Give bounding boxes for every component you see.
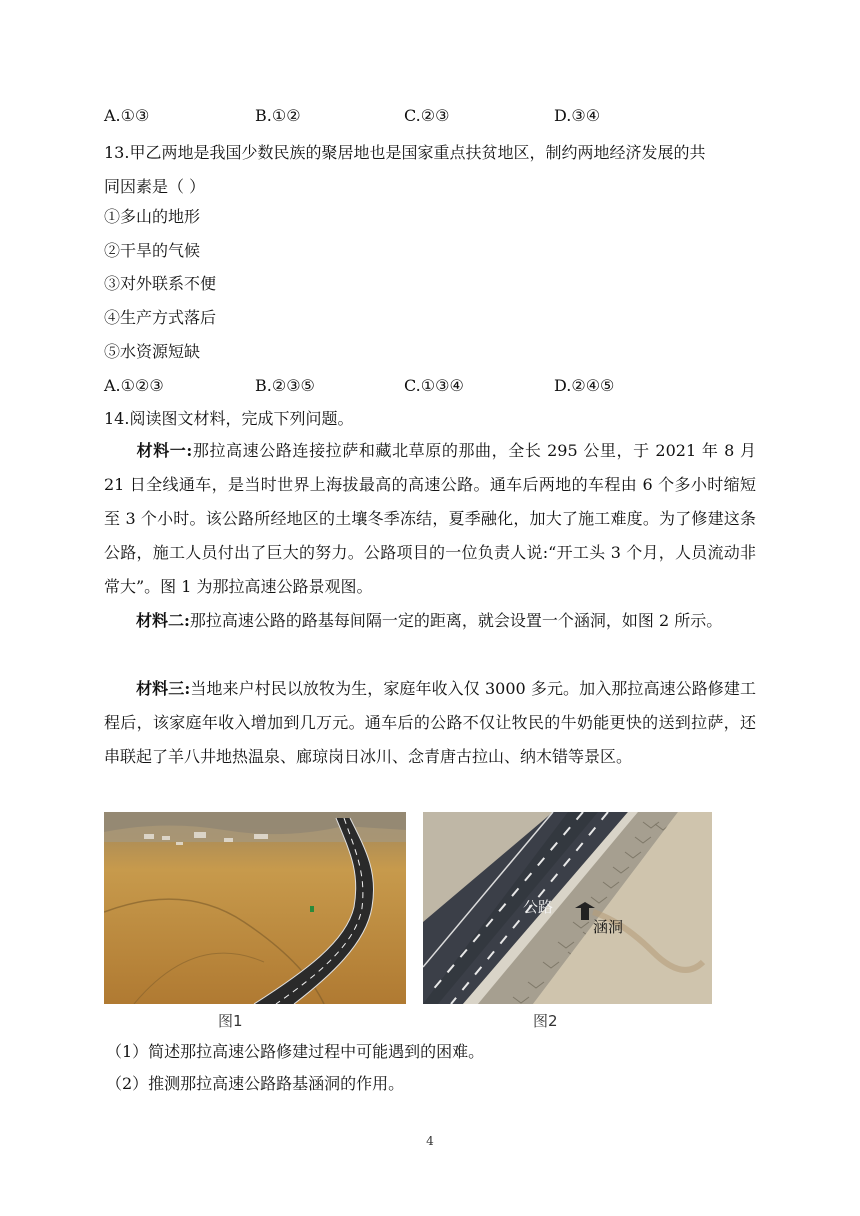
q14-material2 — [104, 604, 756, 638]
q14-stem: 14.阅读图文材料，完成下列问题。 — [104, 409, 354, 428]
material3-label: 材料三: — [136, 679, 191, 698]
q12-option-b: B.①② — [255, 106, 301, 125]
figure1-caption: 图1 — [218, 1012, 243, 1030]
figure2-culvert-photo — [423, 812, 712, 1004]
q13-item-4: ④生产方式落后 — [104, 308, 217, 327]
q14-sub1: （1）简述那拉高速公路修建过程中可能遇到的困难。 — [106, 1042, 485, 1061]
q14-material1 — [104, 434, 756, 604]
q13-stem-line2: 同因素是（ ） — [104, 177, 206, 196]
q13-item-2: ②干旱的气候 — [104, 241, 201, 260]
q14-material3 — [104, 672, 756, 774]
material1-label: 材料一: — [136, 441, 193, 460]
page-number: 4 — [426, 1134, 434, 1148]
q12-option-d: D.③④ — [554, 106, 601, 125]
figure2-culvert-label: 涵洞 — [593, 918, 624, 936]
material2-text: 那拉高速公路的路基每间隔一定的距离，就会设置一个涵洞，如图 2 所示。 — [189, 611, 723, 630]
q12-option-a: A.①③ — [104, 106, 150, 125]
figure2-road-label: 公路 — [523, 898, 554, 916]
figure1-illustration — [104, 812, 406, 1004]
material2-label: 材料二: — [136, 611, 190, 630]
q13-item-1: ①多山的地形 — [104, 207, 201, 226]
q13-item-3: ③对外联系不便 — [104, 274, 217, 293]
q13-option-b: B.②③⑤ — [255, 376, 315, 395]
figure1-highway-photo — [104, 812, 406, 1004]
q14-sub2: （2）推测那拉高速公路路基涵洞的作用。 — [106, 1074, 405, 1093]
q13-item-5: ⑤水资源短缺 — [104, 342, 201, 361]
material1-text: 那拉高速公路连接拉萨和藏北草原的那曲，全长 295 公里，于 2021 年 8 月 21 日全线通车，是当时世界上海拔最高的高速公路。通车后两地的车程由 6 个多小时缩短至 3 个小时。该公路所经地区的土壤冬季冻结，夏季融化，加大了施工难度。为了修建这条公路，施工人员付出了巨大的努力。公路项目的一位负责人说:“开工头 3 个月，人员流动非常大”。图 1 为那拉高速公路景观图。 — [104, 441, 756, 596]
q12-option-c: C.②③ — [404, 106, 450, 125]
figure2-caption: 图2 — [533, 1012, 558, 1030]
q13-stem-line1: 13.甲乙两地是我国少数民族的聚居地也是国家重点扶贫地区，制约两地经济发展的共 — [104, 143, 706, 162]
material3-text: 当地来户村民以放牧为生，家庭年收入仅 3000 多元。加入那拉高速公路修建工程后，该家庭年收入增加到几万元。通车后的公路不仅让牧民的牛奶能更快的送到拉萨，还串联起了羊八井地热温泉、廊琼岗日冰川、念青唐古拉山、纳木错等景区。 — [104, 679, 756, 766]
figure2-illustration — [423, 812, 712, 1004]
q13-option-a: A.①②③ — [104, 376, 164, 395]
q13-option-c: C.①③④ — [404, 376, 464, 395]
q13-option-d: D.②④⑤ — [554, 376, 615, 395]
